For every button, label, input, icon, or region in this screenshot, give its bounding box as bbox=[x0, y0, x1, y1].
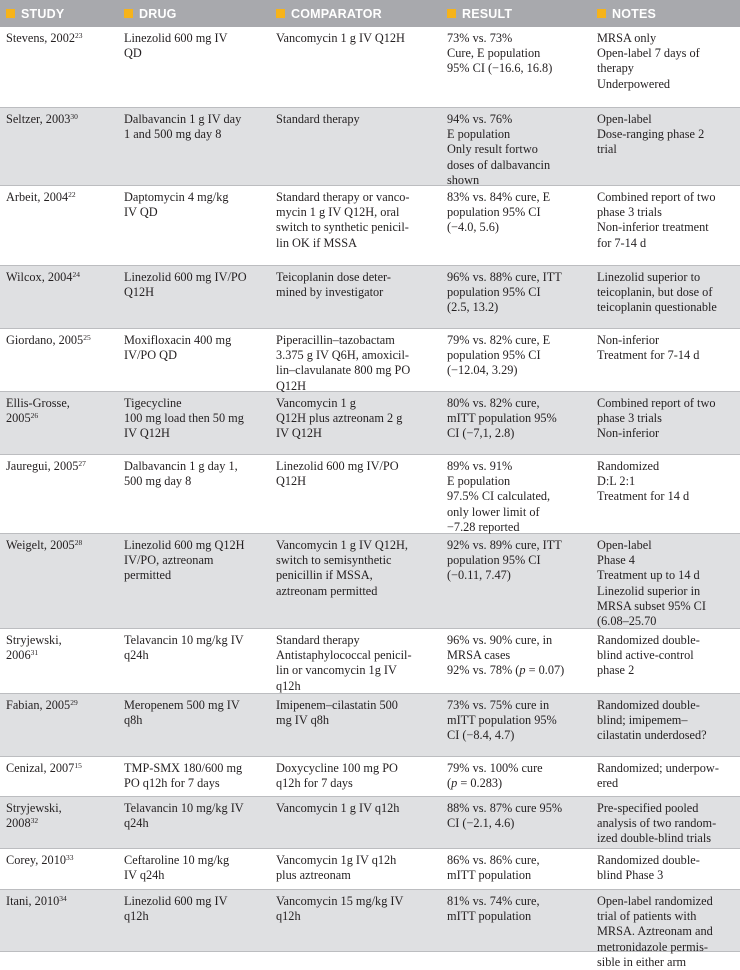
result-cell bbox=[441, 694, 591, 756]
square-bullet-icon bbox=[124, 9, 133, 18]
comparator-text: Teicoplanin dose deter- mined by investigator bbox=[276, 270, 391, 300]
header-label: DRUG bbox=[139, 6, 177, 21]
notes-cell bbox=[591, 797, 740, 848]
reference-number: 32 bbox=[30, 816, 39, 826]
study-text: Itani, 2010 bbox=[6, 894, 60, 908]
study-cell bbox=[0, 797, 118, 848]
notes-cell bbox=[591, 108, 740, 188]
notes-text: Combined report of two phase 3 trials Non-inferior treatment for 7-14 d bbox=[597, 190, 716, 250]
header-comparator bbox=[270, 7, 441, 21]
table-row bbox=[0, 890, 740, 969]
table-row bbox=[0, 266, 740, 329]
result-cell bbox=[441, 890, 591, 970]
result-text: 79% vs. 100% cure (p = 0.283) bbox=[447, 761, 543, 791]
result-text: 73% vs. 73% Cure, E population 95% CI (−16.6, 16.8) bbox=[447, 31, 553, 76]
result-cell bbox=[441, 534, 591, 629]
drug-text: Dalbavancin 1 g day 1, 500 mg day 8 bbox=[124, 459, 238, 489]
notes-cell bbox=[591, 629, 740, 694]
drug-cell bbox=[118, 890, 270, 970]
drug-text: Telavancin 10 mg/kg IV q24h bbox=[124, 633, 244, 663]
table-row bbox=[0, 186, 740, 266]
study-text: Weigelt, 2005 bbox=[6, 538, 75, 552]
drug-cell bbox=[118, 27, 270, 107]
square-bullet-icon bbox=[597, 9, 606, 18]
table-body bbox=[0, 27, 740, 969]
study-text: Jauregui, 2005 bbox=[6, 459, 79, 473]
result-text: 83% vs. 84% cure, E population 95% CI (−4.0, 5.6) bbox=[447, 190, 551, 235]
drug-cell bbox=[118, 108, 270, 188]
drug-text: Linezolid 600 mg IV q12h bbox=[124, 894, 228, 924]
notes-text: Pre-specified pooled analysis of two random- ized double-blind trials bbox=[597, 801, 717, 846]
drug-text: Ceftaroline 10 mg/kg IV q24h bbox=[124, 853, 230, 883]
notes-cell bbox=[591, 266, 740, 328]
drug-cell bbox=[118, 849, 270, 889]
notes-cell bbox=[591, 890, 740, 970]
drug-cell bbox=[118, 629, 270, 694]
comparator-text: Vancomycin 15 mg/kg IV q12h bbox=[276, 894, 404, 924]
study-cell bbox=[0, 629, 118, 694]
reference-number: 26 bbox=[30, 411, 39, 421]
drug-cell bbox=[118, 534, 270, 629]
comparator-cell bbox=[270, 266, 441, 328]
header-label: NOTES bbox=[612, 6, 657, 21]
study-text: Wilcox, 2004 bbox=[6, 270, 73, 284]
comparator-cell bbox=[270, 849, 441, 889]
drug-text: Linezolid 600 mg IV QD bbox=[124, 31, 228, 61]
table-row bbox=[0, 27, 740, 108]
study-cell bbox=[0, 455, 118, 535]
result-cell bbox=[441, 849, 591, 889]
reference-number: 23 bbox=[75, 31, 83, 40]
notes-text: Open-label randomized trial of patients with MRSA. Aztreonam and metronidazole permis- sible in either arm bbox=[597, 894, 713, 969]
result-cell bbox=[441, 186, 591, 265]
study-cell bbox=[0, 266, 118, 328]
drug-cell bbox=[118, 455, 270, 535]
comparator-cell bbox=[270, 329, 441, 394]
result-text: 80% vs. 82% cure, mITT population 95% CI (−7,1, 2.8) bbox=[447, 396, 557, 441]
comparator-text: Imipenem–cilastatin 500 mg IV q8h bbox=[276, 698, 398, 728]
table-header bbox=[0, 0, 740, 27]
square-bullet-icon bbox=[6, 9, 15, 18]
table-row bbox=[0, 849, 740, 890]
result-text: 94% vs. 76% E population Only result fortwo doses of dalbavancin shown bbox=[447, 112, 551, 187]
drug-text: Moxifloxacin 400 mg IV/PO QD bbox=[124, 333, 232, 363]
notes-text: Randomized double- blind Phase 3 bbox=[597, 853, 700, 883]
table-row bbox=[0, 797, 740, 849]
result-cell bbox=[441, 392, 591, 454]
notes-text: Randomized double- blind; imipemem– cilastatin underdosed? bbox=[597, 698, 707, 743]
comparator-cell bbox=[270, 534, 441, 629]
study-cell bbox=[0, 329, 118, 394]
study-text: Seltzer, 2003 bbox=[6, 112, 71, 126]
comparator-cell bbox=[270, 890, 441, 970]
result-cell bbox=[441, 329, 591, 394]
drug-text: Dalbavancin 1 g IV day 1 and 500 mg day 8 bbox=[124, 112, 242, 142]
drug-text: Linezolid 600 mg Q12H IV/PO, aztreonam permitted bbox=[124, 538, 245, 583]
table-row bbox=[0, 629, 740, 694]
comparator-text: Vancomycin 1 g IV q12h bbox=[276, 801, 400, 815]
reference-number: 33 bbox=[66, 853, 74, 862]
notes-text: MRSA only Open-label 7 days of therapy Underpowered bbox=[597, 31, 700, 91]
result-text: 96% vs. 88% cure, ITT population 95% CI (2.5, 13.2) bbox=[447, 270, 562, 315]
comparator-text: Vancomycin 1 g IV Q12H, switch to semisynthetic penicillin if MSSA, aztreonam permitted bbox=[276, 538, 408, 598]
notes-cell bbox=[591, 186, 740, 265]
study-text: Corey, 2010 bbox=[6, 853, 66, 867]
reference-number: 27 bbox=[78, 459, 86, 468]
study-text: Fabian, 2005 bbox=[6, 698, 71, 712]
study-text: Arbeit, 2004 bbox=[6, 190, 69, 204]
drug-cell bbox=[118, 797, 270, 848]
result-cell bbox=[441, 757, 591, 796]
result-text: 89% vs. 91% E population 97.5% CI calculated, only lower limit of −7.28 reported bbox=[447, 459, 551, 534]
reference-number: 15 bbox=[74, 761, 82, 770]
table-row bbox=[0, 757, 740, 797]
study-cell bbox=[0, 694, 118, 756]
drug-text: Daptomycin 4 mg/kg IV QD bbox=[124, 190, 229, 220]
reference-number: 22 bbox=[68, 190, 76, 199]
result-text: 96% vs. 90% cure, in MRSA cases 92% vs. 78% (p = 0.07) bbox=[447, 633, 565, 678]
study-text: Stevens, 2002 bbox=[6, 31, 75, 45]
study-text: Giordano, 2005 bbox=[6, 333, 84, 347]
drug-text: Telavancin 10 mg/kg IV q24h bbox=[124, 801, 244, 831]
reference-number: 31 bbox=[30, 648, 39, 658]
square-bullet-icon bbox=[276, 9, 285, 18]
study-cell bbox=[0, 392, 118, 454]
result-text: 79% vs. 82% cure, E population 95% CI (−12.04, 3.29) bbox=[447, 333, 551, 378]
comparator-text: Standard therapy bbox=[276, 112, 360, 126]
notes-cell bbox=[591, 757, 740, 796]
notes-cell bbox=[591, 329, 740, 394]
square-bullet-icon bbox=[447, 9, 456, 18]
drug-cell bbox=[118, 694, 270, 756]
drug-text: TMP-SMX 180/600 mg PO q12h for 7 days bbox=[124, 761, 243, 791]
notes-text: Open-label Dose-ranging phase 2 trial bbox=[597, 112, 705, 157]
table-row bbox=[0, 108, 740, 186]
comparator-cell bbox=[270, 455, 441, 535]
drug-text: Meropenem 500 mg IV q8h bbox=[124, 698, 240, 728]
result-cell bbox=[441, 108, 591, 188]
comparator-cell bbox=[270, 797, 441, 848]
comparator-text: Vancomycin 1g IV q12h plus aztreonam bbox=[276, 853, 397, 883]
notes-cell bbox=[591, 392, 740, 454]
notes-text: Randomized; underpow- ered bbox=[597, 761, 719, 791]
table-row bbox=[0, 455, 740, 534]
drug-cell bbox=[118, 329, 270, 394]
study-cell bbox=[0, 534, 118, 629]
table-row bbox=[0, 392, 740, 455]
drug-cell bbox=[118, 266, 270, 328]
drug-cell bbox=[118, 186, 270, 265]
notes-text: Randomized D:L 2:1 Treatment for 14 d bbox=[597, 459, 690, 504]
study-cell bbox=[0, 757, 118, 796]
comparator-cell bbox=[270, 27, 441, 107]
notes-text: Linezolid superior to teicoplanin, but dose of teicoplanin questionable bbox=[597, 270, 717, 315]
reference-number: 30 bbox=[70, 112, 78, 121]
comparator-text: Vancomycin 1 g Q12H plus aztreonam 2 g IV Q12H bbox=[276, 396, 403, 441]
comparator-text: Doxycycline 100 mg PO q12h for 7 days bbox=[276, 761, 398, 791]
drug-cell bbox=[118, 392, 270, 454]
notes-cell bbox=[591, 534, 740, 629]
notes-text: Open-label Phase 4 Treatment up to 14 d Linezolid superior in MRSA subset 95% CI (6.08–25.70 bbox=[597, 538, 706, 629]
study-cell bbox=[0, 890, 118, 970]
comparator-cell bbox=[270, 392, 441, 454]
study-text: Cenizal, 2007 bbox=[6, 761, 75, 775]
table-row bbox=[0, 329, 740, 392]
comparator-text: Piperacillin–tazobactam 3.375 g IV Q6H, amoxicil- lin–clavulanate 800 mg PO Q12H bbox=[276, 333, 411, 393]
comparator-cell bbox=[270, 108, 441, 188]
result-text: 86% vs. 86% cure, mITT population bbox=[447, 853, 540, 883]
study-text: Stryjewski, 2008 bbox=[6, 801, 62, 831]
result-cell bbox=[441, 797, 591, 848]
drug-text: Linezolid 600 mg IV/PO Q12H bbox=[124, 270, 247, 300]
header-label: COMPARATOR bbox=[291, 6, 382, 21]
result-text: 92% vs. 89% cure, ITT population 95% CI (−0.11, 7.47) bbox=[447, 538, 562, 583]
result-cell bbox=[441, 629, 591, 694]
header-notes bbox=[591, 7, 740, 21]
result-text: 73% vs. 75% cure in mITT population 95% CI (−8.4, 4.7) bbox=[447, 698, 557, 743]
comparator-cell bbox=[270, 757, 441, 796]
study-cell bbox=[0, 186, 118, 265]
result-cell bbox=[441, 455, 591, 535]
header-drug bbox=[118, 7, 270, 21]
notes-cell bbox=[591, 27, 740, 107]
result-cell bbox=[441, 266, 591, 328]
study-cell bbox=[0, 27, 118, 107]
reference-number: 25 bbox=[83, 333, 91, 342]
result-text: 88% vs. 87% cure 95% CI (−2.1, 4.6) bbox=[447, 801, 563, 831]
table-row bbox=[0, 534, 740, 629]
header-label: RESULT bbox=[462, 6, 513, 21]
comparator-text: Standard therapy or vanco- mycin 1 g IV Q12H, oral switch to synthetic penicil- lin OK if MSSA bbox=[276, 190, 410, 250]
study-text: Stryjewski, 2006 bbox=[6, 633, 62, 663]
notes-text: Randomized double- blind active-control phase 2 bbox=[597, 633, 700, 678]
header-study bbox=[0, 7, 118, 21]
result-cell bbox=[441, 27, 591, 107]
result-text: 81% vs. 74% cure, mITT population bbox=[447, 894, 540, 924]
notes-cell bbox=[591, 694, 740, 756]
comparator-text: Linezolid 600 mg IV/PO Q12H bbox=[276, 459, 399, 489]
drug-cell bbox=[118, 757, 270, 796]
notes-cell bbox=[591, 849, 740, 889]
comparator-cell bbox=[270, 694, 441, 756]
reference-number: 24 bbox=[72, 270, 80, 279]
study-cell bbox=[0, 849, 118, 889]
notes-text: Non-inferior Treatment for 7-14 d bbox=[597, 333, 700, 363]
header-result bbox=[441, 7, 591, 21]
comparator-text: Standard therapy Antistaphylococcal penicil- lin or vancomycin 1g IV q12h bbox=[276, 633, 412, 693]
comparator-cell bbox=[270, 629, 441, 694]
notes-text: Combined report of two phase 3 trials Non-inferior bbox=[597, 396, 716, 441]
table-row bbox=[0, 694, 740, 757]
reference-number: 28 bbox=[74, 538, 83, 547]
study-text: Ellis-Grosse, 2005 bbox=[6, 396, 70, 426]
study-cell bbox=[0, 108, 118, 188]
header-label: STUDY bbox=[21, 6, 65, 21]
comparator-cell bbox=[270, 186, 441, 265]
notes-cell bbox=[591, 455, 740, 535]
reference-number: 29 bbox=[70, 698, 78, 707]
comparator-text: Vancomycin 1 g IV Q12H bbox=[276, 31, 405, 45]
reference-number: 34 bbox=[59, 894, 67, 903]
drug-text: Tigecycline 100 mg load then 50 mg IV Q12H bbox=[124, 396, 244, 441]
